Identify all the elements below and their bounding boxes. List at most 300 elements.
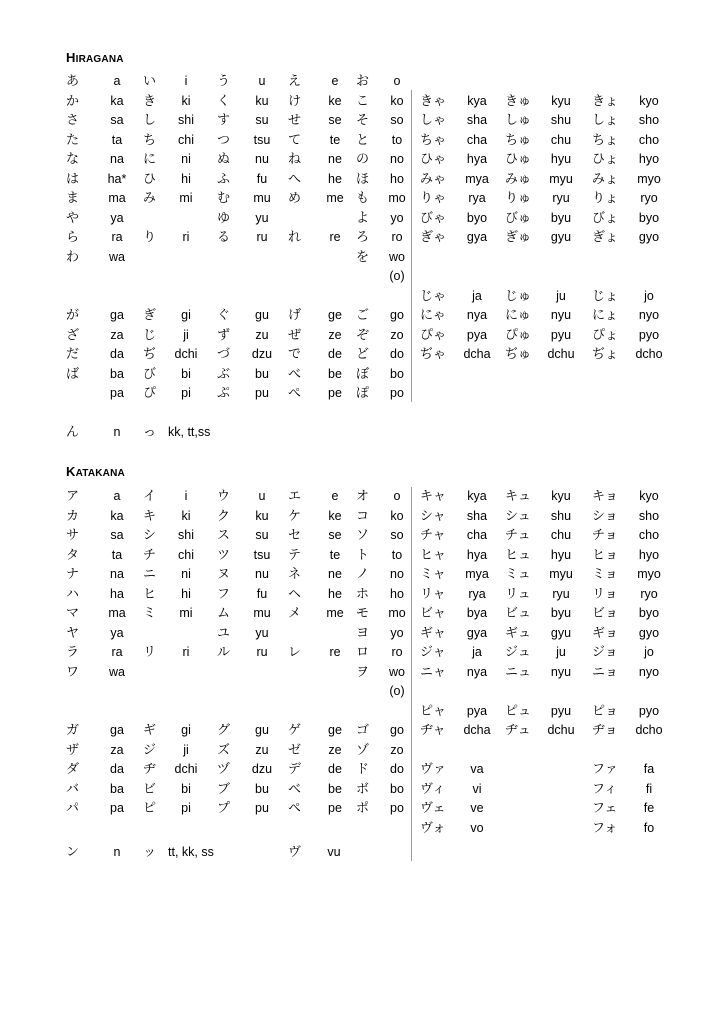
- hiragana-romaji-cell: u: [258, 74, 266, 88]
- hiragana-kana-cell: ぽ: [356, 386, 370, 401]
- hiragana-combo-kana-cell: ぎゅ: [505, 230, 532, 245]
- katakana-row: [0, 721, 728, 740]
- hiragana-romaji-cell: dchi: [174, 347, 198, 361]
- katakana-romaji-cell: yu: [255, 625, 269, 640]
- katakana-kana-cell: ッ: [143, 845, 157, 860]
- katakana-romaji-cell: ni: [181, 567, 191, 581]
- hiragana-romaji-cell: ge: [328, 308, 342, 322]
- katakana-row: [0, 526, 728, 545]
- katakana-romaji-cell: ki: [181, 508, 191, 523]
- katakana-romaji-cell: ra: [111, 645, 123, 659]
- katakana-kana-cell: ル: [217, 645, 231, 660]
- katakana-kana-cell: イ: [143, 489, 157, 504]
- katakana-romaji-cell: o: [393, 489, 401, 503]
- katakana-romaji-cell: ku: [255, 508, 269, 523]
- katakana-combo-kana-cell: リュ: [505, 586, 531, 602]
- hiragana-combo-romaji-cell: mya: [465, 171, 489, 186]
- hiragana-romaji-cell: kk, tt,ss: [168, 425, 211, 439]
- katakana-combo-romaji-cell: sha: [466, 508, 488, 523]
- hiragana-combo-kana-cell: しょ: [592, 113, 619, 128]
- hiragana-kana-cell: さ: [66, 113, 80, 128]
- katakana-kana-cell: ゾ: [356, 742, 370, 758]
- hiragana-combo-romaji-cell: ja: [472, 288, 482, 303]
- hiragana-kana-cell: ぞ: [356, 327, 370, 343]
- katakana-kana-cell: ギ: [143, 723, 157, 738]
- hiragana-combo-romaji-cell: gyo: [638, 230, 660, 244]
- katakana-kana-cell: プ: [217, 801, 231, 816]
- katakana-combo-romaji-cell: pya: [466, 703, 488, 718]
- hiragana-kana-cell: ら: [66, 230, 80, 245]
- hiragana-kana-cell: お: [356, 74, 370, 89]
- hiragana-combo-romaji-cell: jo: [644, 288, 654, 303]
- hiragana-kana-cell: ね: [288, 152, 302, 167]
- katakana-romaji-cell: tsu: [253, 547, 271, 562]
- hiragana-combo-romaji-cell: sha: [466, 113, 488, 127]
- katakana-romaji-cell: ri: [182, 645, 190, 659]
- hiragana-kana-cell: ぐ: [217, 308, 231, 323]
- hiragana-row: [0, 384, 728, 403]
- katakana-romaji-cell: go: [390, 723, 404, 737]
- katakana-kana-cell: グ: [217, 723, 231, 738]
- katakana-combo-romaji-cell: dchu: [547, 723, 575, 737]
- hiragana-combo-romaji-cell: myu: [549, 171, 573, 186]
- hiragana-kana-cell: せ: [288, 113, 302, 128]
- katakana-combo-kana-cell: ピョ: [592, 703, 619, 719]
- katakana-row: [0, 741, 728, 760]
- hiragana-combo-kana-cell: きゃ: [420, 93, 447, 109]
- katakana-kana-cell: ケ: [288, 508, 302, 524]
- hiragana-kana-cell: だ: [66, 347, 80, 362]
- katakana-kana-cell: ド: [356, 762, 370, 777]
- katakana-combo-romaji-cell: nya: [466, 664, 488, 679]
- katakana-romaji-cell: sa: [110, 528, 124, 542]
- katakana-combo-romaji-cell: fo: [643, 820, 655, 835]
- hiragana-combo-kana-cell: じょ: [592, 288, 619, 304]
- hiragana-combo-romaji-cell: byo: [638, 210, 660, 225]
- katakana-row: [0, 546, 728, 565]
- hiragana-row: [0, 248, 728, 267]
- katakana-combo-kana-cell: ミャ: [420, 567, 446, 582]
- katakana-romaji-cell: wo: [389, 664, 405, 679]
- hiragana-combo-romaji-cell: kyu: [551, 93, 571, 108]
- hiragana-romaji-cell: ya: [110, 210, 124, 225]
- hiragana-romaji-cell: ne: [328, 152, 342, 166]
- hiragana-kana-cell: ふ: [217, 171, 231, 187]
- hiragana-row: [0, 287, 728, 306]
- katakana-kana-cell: ロ: [356, 645, 370, 660]
- hiragana-kana-cell: あ: [66, 74, 80, 89]
- hiragana-romaji-cell: ki: [181, 93, 191, 108]
- hiragana-romaji-cell: ri: [182, 230, 190, 244]
- katakana-kana-cell: ダ: [66, 762, 80, 777]
- katakana-romaji-cell: ga: [110, 723, 124, 737]
- hiragana-kana-cell: よ: [356, 210, 370, 226]
- katakana-heading: [66, 464, 125, 479]
- katakana-kana-cell: ツ: [217, 547, 231, 563]
- katakana-kana-cell: ト: [356, 547, 370, 563]
- hiragana-romaji-cell: te: [329, 132, 341, 147]
- katakana-combo-romaji-cell: kya: [467, 489, 487, 503]
- katakana-combo-kana-cell: ニュ: [505, 664, 532, 680]
- hiragana-romaji-cell: mi: [179, 191, 193, 205]
- hiragana-kana-cell: ぜ: [288, 327, 302, 343]
- katakana-kana-cell: サ: [66, 528, 80, 543]
- katakana-kana-cell: ヅ: [217, 762, 231, 777]
- hiragana-romaji-cell: fu: [256, 171, 268, 186]
- hiragana-kana-cell: で: [288, 347, 302, 362]
- katakana-combo-kana-cell: キャ: [420, 489, 447, 504]
- katakana-combo-kana-cell: ミュ: [505, 567, 531, 582]
- katakana-romaji-cell: to: [391, 547, 403, 562]
- katakana-row: [0, 760, 728, 779]
- hiragana-combo-kana-cell: ぴゃ: [420, 327, 447, 343]
- katakana-combo-kana-cell: チャ: [420, 528, 446, 543]
- katakana-romaji-cell: pa: [110, 801, 124, 815]
- katakana-combo-kana-cell: ビュ: [505, 606, 532, 621]
- katakana-romaji-cell: ya: [110, 625, 124, 640]
- katakana-combo-romaji-cell: dcho: [635, 723, 663, 737]
- katakana-kana-cell: ハ: [66, 586, 80, 602]
- hiragana-romaji-cell: mu: [253, 191, 271, 205]
- hiragana-combo-kana-cell: ひゅ: [505, 152, 532, 167]
- hiragana-romaji-cell: ji: [183, 327, 189, 342]
- hiragana-kana-cell: げ: [288, 308, 302, 323]
- katakana-combo-kana-cell: ジョ: [592, 645, 618, 660]
- katakana-kana-cell: タ: [66, 547, 80, 563]
- hiragana-kana-cell: ご: [356, 308, 370, 323]
- hiragana-combo-kana-cell: ぢゅ: [505, 347, 532, 362]
- katakana-romaji-cell: za: [110, 742, 124, 757]
- katakana-combo-romaji-cell: mya: [465, 567, 489, 581]
- katakana-combo-kana-cell: フォ: [592, 820, 618, 836]
- hiragana-kana-cell: ろ: [356, 230, 370, 245]
- hiragana-combo-kana-cell: しゅ: [505, 113, 532, 128]
- katakana-romaji-cell: ho: [390, 586, 404, 601]
- hiragana-romaji-cell: yu: [255, 210, 269, 225]
- katakana-combo-kana-cell: ヴァ: [420, 762, 446, 777]
- katakana-combo-kana-cell: ヒュ: [505, 547, 532, 563]
- katakana-combo-kana-cell: キュ: [505, 489, 532, 504]
- hiragana-kana-cell: ぼ: [356, 366, 370, 382]
- katakana-kana-cell: ヒ: [143, 586, 157, 602]
- katakana-romaji-cell: me: [326, 606, 344, 620]
- katakana-romaji-cell: a: [113, 489, 121, 503]
- hiragana-combo-romaji-cell: dchu: [547, 347, 575, 361]
- hiragana-kana-cell: も: [356, 191, 370, 206]
- katakana-kana-cell: ク: [217, 508, 231, 524]
- hiragana-combo-romaji-cell: byo: [466, 210, 488, 225]
- hiragana-romaji-cell: do: [390, 347, 404, 361]
- katakana-row: [0, 799, 728, 818]
- katakana-combo-kana-cell: ビョ: [592, 606, 619, 621]
- hiragana-row: [0, 306, 728, 325]
- katakana-combo-kana-cell: リョ: [592, 586, 618, 602]
- katakana-row: [0, 585, 728, 604]
- katakana-romaji-cell: no: [390, 567, 404, 581]
- hiragana-row: [0, 345, 728, 364]
- hiragana-combo-romaji-cell: nya: [466, 308, 488, 322]
- katakana-romaji-cell: ge: [328, 723, 342, 737]
- hiragana-combo-romaji-cell: dcho: [635, 347, 663, 361]
- hiragana-romaji-cell: re: [329, 230, 341, 244]
- katakana-kana-cell: モ: [356, 606, 370, 621]
- katakana-kana-cell: ヘ: [288, 586, 302, 602]
- katakana-row: [0, 682, 728, 701]
- katakana-romaji-cell: re: [329, 645, 341, 659]
- katakana-row: [0, 780, 728, 799]
- katakana-romaji-cell: dchi: [174, 762, 198, 776]
- katakana-combo-romaji-cell: kyu: [551, 489, 571, 503]
- hiragana-kana-cell: ず: [217, 327, 231, 343]
- katakana-row: [0, 507, 728, 526]
- hiragana-kana-cell: そ: [356, 113, 370, 128]
- hiragana-kana-cell: に: [143, 152, 157, 167]
- katakana-romaji-cell: vu: [327, 845, 341, 859]
- hiragana-kana-cell: り: [143, 230, 157, 245]
- hiragana-kana-cell: じ: [143, 327, 157, 343]
- katakana-romaji-cell: ro: [391, 645, 403, 659]
- hiragana-combo-romaji-cell: hyo: [638, 152, 660, 166]
- hiragana-romaji-cell: o: [393, 74, 401, 88]
- katakana-romaji-cell: da: [110, 762, 124, 776]
- katakana-kana-cell: ペ: [288, 801, 302, 816]
- hiragana-kana-cell: び: [143, 366, 157, 382]
- katakana-combo-romaji-cell: fa: [643, 762, 655, 776]
- katakana-combo-romaji-cell: byo: [638, 606, 660, 620]
- katakana-combo-romaji-cell: gyu: [550, 625, 572, 640]
- hiragana-kana-cell: ど: [356, 347, 370, 362]
- hiragana-romaji-cell: pa: [110, 386, 124, 400]
- hiragana-combo-kana-cell: びゃ: [420, 210, 447, 226]
- katakana-combo-kana-cell: ショ: [592, 508, 618, 524]
- hiragana-romaji-cell: pe: [328, 386, 342, 400]
- hiragana-combo-romaji-cell: gyu: [550, 230, 572, 244]
- katakana-combo-romaji-cell: hyu: [550, 547, 572, 562]
- hiragana-romaji-cell: ma: [108, 191, 126, 205]
- katakana-romaji-cell: e: [331, 489, 339, 503]
- hiragana-combo-kana-cell: ちょ: [592, 132, 619, 148]
- hiragana-kana-cell: へ: [288, 171, 302, 187]
- hiragana-kana-cell: ほ: [356, 171, 370, 187]
- hiragana-combo-romaji-cell: chu: [550, 132, 572, 147]
- katakana-kana-cell: ピ: [143, 801, 157, 816]
- hiragana-combo-romaji-cell: pyo: [638, 327, 660, 342]
- hiragana-row: [0, 131, 728, 150]
- katakana-combo-romaji-cell: ja: [472, 645, 482, 659]
- hiragana-romaji-cell: ku: [255, 93, 269, 108]
- katakana-kana-cell: ス: [217, 528, 231, 543]
- katakana-kana-cell: キ: [143, 508, 157, 524]
- katakana-kana-cell: マ: [66, 606, 80, 621]
- hiragana-kana-cell: し: [143, 113, 157, 128]
- hiragana-romaji-cell: wa: [109, 249, 125, 264]
- hiragana-romaji-cell: i: [184, 74, 188, 88]
- hiragana-kana-cell: え: [288, 74, 302, 89]
- hiragana-kana-cell: ぢ: [143, 347, 157, 362]
- katakana-romaji-cell: ka: [110, 508, 124, 523]
- hiragana-kana-cell: こ: [356, 93, 370, 109]
- hiragana-romaji-cell: to: [391, 132, 403, 147]
- katakana-combo-kana-cell: ヒョ: [592, 547, 619, 563]
- katakana-combo-romaji-cell: cha: [466, 528, 488, 542]
- hiragana-kana-cell: ぬ: [217, 152, 231, 167]
- katakana-romaji-cell: u: [258, 489, 266, 503]
- katakana-kana-cell: ノ: [356, 567, 370, 582]
- hiragana-romaji-cell: (o): [389, 269, 405, 283]
- hiragana-combo-kana-cell: ひゃ: [420, 152, 447, 167]
- hiragana-combo-romaji-cell: sho: [638, 113, 660, 127]
- hiragana-romaji-cell: gi: [181, 308, 191, 322]
- hiragana-combo-kana-cell: りゃ: [420, 191, 447, 206]
- katakana-combo-romaji-cell: sho: [638, 508, 660, 523]
- hiragana-combo-romaji-cell: pyu: [550, 327, 572, 342]
- hiragana-kana-cell: ん: [66, 425, 80, 440]
- katakana-combo-romaji-cell: cho: [638, 528, 660, 542]
- katakana-kana-cell: ブ: [217, 781, 231, 797]
- katakana-kana-cell: ゲ: [288, 723, 302, 738]
- hiragana-combo-kana-cell: ぎょ: [592, 230, 619, 245]
- hiragana-romaji-cell: so: [390, 113, 404, 127]
- katakana-combo-kana-cell: ファ: [592, 762, 618, 777]
- hiragana-kana-cell: ぺ: [288, 386, 302, 401]
- hiragana-romaji-cell: no: [390, 152, 404, 166]
- katakana-romaji-cell: ke: [328, 508, 342, 523]
- hiragana-combo-romaji-cell: shu: [550, 113, 572, 127]
- hiragana-romaji-cell: su: [255, 113, 269, 127]
- katakana-combo-kana-cell: ニョ: [592, 664, 619, 680]
- katakana-romaji-cell: ru: [256, 645, 268, 659]
- katakana-kana-cell: ボ: [356, 781, 370, 797]
- katakana-romaji-cell: se: [328, 528, 342, 542]
- hiragana-kana-cell: を: [356, 249, 370, 265]
- katakana-combo-romaji-cell: vi: [472, 781, 482, 796]
- katakana-kana-cell: フ: [217, 586, 231, 602]
- hiragana-combo-kana-cell: じゃ: [420, 288, 447, 304]
- katakana-combo-romaji-cell: ryu: [552, 586, 570, 601]
- katakana-combo-kana-cell: フェ: [592, 801, 618, 816]
- hiragana-kana-cell: ち: [143, 132, 157, 148]
- katakana-romaji-cell: ji: [183, 742, 189, 757]
- katakana-romaji-cell: mu: [253, 606, 271, 620]
- katakana-combo-kana-cell: ギャ: [420, 625, 447, 641]
- katakana-romaji-cell: yo: [390, 625, 404, 640]
- katakana-romaji-cell: ma: [108, 606, 126, 620]
- katakana-kana-cell: ラ: [66, 645, 80, 660]
- katakana-combo-romaji-cell: byu: [550, 606, 572, 620]
- katakana-combo-kana-cell: リャ: [420, 586, 446, 602]
- katakana-kana-cell: バ: [66, 781, 80, 797]
- hiragana-combo-kana-cell: びょ: [592, 210, 619, 226]
- katakana-kana-cell: オ: [356, 489, 370, 504]
- katakana-kana-cell: ア: [66, 489, 80, 504]
- hiragana-kana-cell: べ: [288, 366, 302, 382]
- hiragana-kana-cell: み: [143, 191, 157, 206]
- hiragana-kana-cell: く: [217, 93, 231, 109]
- hiragana-romaji-cell: hi: [181, 171, 191, 186]
- katakana-kana-cell: エ: [288, 489, 302, 504]
- katakana-romaji-cell: chi: [178, 547, 194, 562]
- hiragana-combo-kana-cell: りょ: [592, 191, 619, 206]
- katakana-combo-kana-cell: チョ: [592, 528, 618, 543]
- hiragana-romaji-cell: shi: [178, 113, 194, 127]
- hiragana-combo-kana-cell: みゃ: [420, 171, 447, 187]
- katakana-combo-romaji-cell: myo: [637, 567, 661, 581]
- hiragana-kana-cell: ざ: [66, 327, 80, 343]
- katakana-kana-cell: ゼ: [288, 742, 302, 758]
- hiragana-combo-romaji-cell: hyu: [550, 152, 572, 166]
- katakana-combo-romaji-cell: chu: [550, 528, 572, 542]
- hiragana-kana-cell: か: [66, 93, 80, 109]
- hiragana-romaji-cell: n: [113, 425, 121, 439]
- katakana-romaji-cell: bi: [181, 781, 191, 796]
- hiragana-romaji-cell: ra: [111, 230, 123, 244]
- katakana-romaji-cell: tt, kk, ss: [168, 845, 214, 859]
- hiragana-romaji-cell: de: [328, 347, 342, 361]
- katakana-kana-cell: ウ: [217, 489, 231, 504]
- hiragana-combo-kana-cell: みょ: [592, 171, 619, 187]
- hiragana-romaji-cell: zu: [255, 327, 269, 342]
- hiragana-combo-kana-cell: ちゃ: [420, 132, 447, 148]
- katakana-kana-cell: ワ: [66, 664, 80, 680]
- hiragana-romaji-cell: ha*: [107, 171, 127, 186]
- katakana-combo-kana-cell: ビャ: [420, 606, 447, 621]
- hiragana-kana-cell: る: [217, 230, 231, 245]
- katakana-romaji-cell: he: [328, 586, 342, 601]
- katakana-combo-kana-cell: ギョ: [592, 625, 619, 641]
- katakana-romaji-cell: zo: [390, 742, 404, 757]
- katakana-combo-romaji-cell: pyu: [550, 703, 572, 718]
- katakana-kana-cell: ヴ: [288, 845, 302, 860]
- hiragana-romaji-cell: bo: [390, 366, 404, 381]
- hiragana-heading-rest: IRAGANA: [75, 54, 124, 65]
- hiragana-kana-cell: ぶ: [217, 366, 231, 382]
- katakana-combo-romaji-cell: myu: [549, 567, 573, 581]
- katakana-kana-cell: ホ: [356, 586, 370, 602]
- hiragana-romaji-cell: na: [110, 152, 124, 166]
- hiragana-combo-kana-cell: びゅ: [505, 210, 532, 226]
- hiragana-kana-cell: ゆ: [217, 210, 231, 226]
- katakana-combo-kana-cell: ピュ: [505, 703, 532, 719]
- katakana-combo-romaji-cell: ryo: [640, 586, 658, 601]
- katakana-combo-romaji-cell: gya: [466, 625, 488, 640]
- hiragana-kana-cell: が: [66, 308, 80, 323]
- katakana-romaji-cell: pi: [181, 801, 191, 815]
- hiragana-kana-cell: た: [66, 132, 80, 148]
- katakana-combo-kana-cell: ニャ: [420, 664, 447, 680]
- katakana-combo-kana-cell: シュ: [505, 508, 531, 524]
- katakana-kana-cell: ポ: [356, 801, 370, 816]
- katakana-row: [0, 819, 728, 838]
- hiragana-romaji-cell: ru: [256, 230, 268, 244]
- hiragana-combo-romaji-cell: myo: [637, 171, 661, 186]
- katakana-romaji-cell: ko: [390, 508, 404, 523]
- hiragana-divider: [411, 90, 412, 402]
- hiragana-combo-romaji-cell: cho: [638, 132, 660, 147]
- katakana-combo-romaji-cell: shu: [550, 508, 572, 523]
- katakana-combo-romaji-cell: pyo: [638, 703, 660, 718]
- katakana-romaji-cell: na: [110, 567, 124, 581]
- hiragana-romaji-cell: ke: [328, 93, 342, 108]
- hiragana-combo-romaji-cell: ju: [556, 288, 566, 303]
- katakana-combo-kana-cell: ミョ: [592, 567, 618, 582]
- katakana-combo-romaji-cell: hyo: [638, 547, 660, 562]
- katakana-kana-cell: ム: [217, 606, 231, 621]
- hiragana-romaji-cell: pu: [255, 386, 269, 400]
- katakana-romaji-cell: de: [328, 762, 342, 776]
- katakana-kana-cell: リ: [143, 645, 157, 660]
- katakana-combo-romaji-cell: nyu: [550, 664, 572, 679]
- katakana-kana-cell: ナ: [66, 567, 80, 582]
